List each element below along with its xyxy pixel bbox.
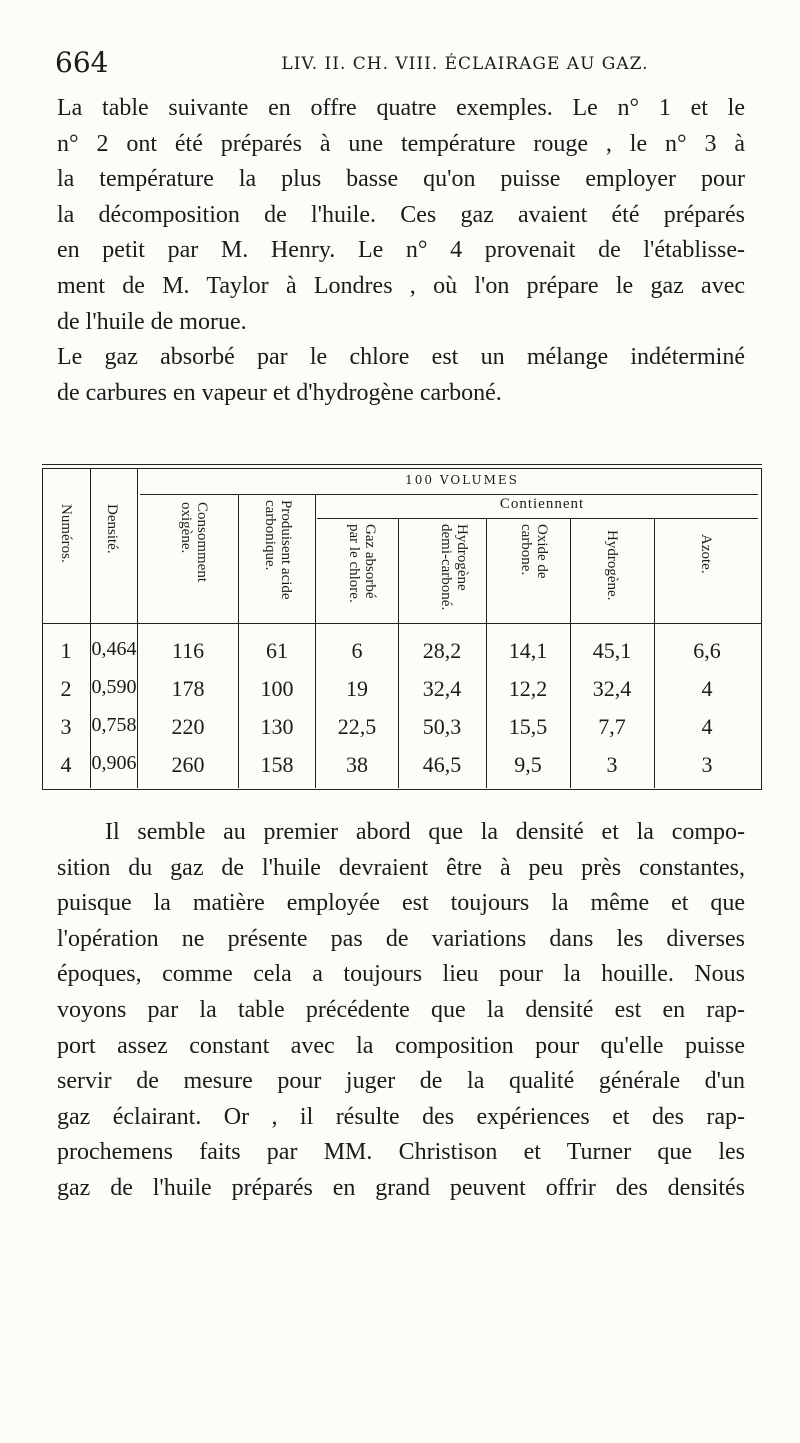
table-cell: 0,906 bbox=[91, 752, 137, 774]
text-line: époques, comme cela a toujours lieu pour la houille. Nous bbox=[57, 961, 745, 988]
column-header-oxide-carbone: Oxide de carbone. bbox=[518, 524, 550, 579]
table-top-rule bbox=[42, 464, 762, 465]
table-cell: 0,464 bbox=[91, 638, 137, 660]
table-cell: 178 bbox=[171, 676, 205, 701]
group-header: 100 VOLUMES bbox=[405, 473, 519, 487]
column-divider bbox=[90, 468, 91, 788]
table-cell: 6,6 bbox=[693, 638, 721, 663]
table-cell: 14,1 bbox=[508, 638, 548, 663]
subgroup-header: Contiennent bbox=[499, 496, 585, 512]
column-header-acide-carbonique: Produisent acide carbonique. bbox=[262, 500, 294, 600]
table-cell: 61 bbox=[266, 638, 288, 663]
column-header-densite: Densité. bbox=[104, 504, 120, 554]
text-line: servir de mesure pour juger de la qualité générale d'un bbox=[57, 1068, 745, 1095]
row-number-cell: 1 bbox=[60, 638, 72, 663]
text-line: n° 2 ont été préparés à une température rouge , le n° 3 à bbox=[57, 130, 745, 157]
text-line: la température la plus basse qu'on puisse employer pour bbox=[57, 166, 745, 193]
column-divider bbox=[570, 518, 571, 788]
column-header-oxigene: Consomment oxigène. bbox=[178, 502, 210, 583]
paragraph-discussion bbox=[57, 815, 745, 1207]
text-line: ment de M. Taylor à Londres , où l'on prépare le gaz avec bbox=[57, 272, 745, 299]
page-number: 664 bbox=[55, 46, 109, 79]
table-cell: 32,4 bbox=[422, 676, 462, 701]
table-cell: 28,2 bbox=[422, 638, 462, 663]
running-head: LIV. II. CH. VIII. ÉCLAIRAGE AU GAZ. bbox=[281, 54, 649, 74]
contents-brace bbox=[317, 518, 758, 519]
table-cell: 3 bbox=[701, 752, 713, 777]
text-line: de carbures en vapeur et d'hydrogène carboné. bbox=[57, 379, 502, 406]
text-line: Le gaz absorbé par le chlore est un mélange indéterminé bbox=[57, 344, 745, 370]
table-cell: 158 bbox=[260, 752, 294, 777]
text-line: l'opération ne présente pas de variations dans les diverses bbox=[57, 925, 745, 952]
table-cell: 4 bbox=[701, 676, 713, 701]
table-cell: 4 bbox=[701, 714, 713, 739]
page-header bbox=[55, 46, 745, 86]
column-header-gaz-absorbe: Gaz absorbé par le chlore. bbox=[346, 524, 378, 603]
table-cell: 7,7 bbox=[598, 714, 626, 739]
table-cell: 50,3 bbox=[422, 714, 462, 739]
table-cell: 12,2 bbox=[508, 676, 548, 701]
column-divider bbox=[486, 518, 487, 788]
column-divider bbox=[137, 468, 138, 788]
column-divider bbox=[654, 518, 655, 788]
table-cell: 32,4 bbox=[592, 676, 632, 701]
table-cell: 6 bbox=[351, 638, 363, 663]
table-cell: 22,5 bbox=[337, 714, 377, 739]
table-cell: 220 bbox=[171, 714, 205, 739]
volumes-brace bbox=[140, 494, 758, 495]
table-cell: 116 bbox=[171, 638, 205, 663]
row-number-cell: 4 bbox=[60, 752, 72, 777]
table-cell: 19 bbox=[346, 676, 368, 701]
text-line: puisque la matière employée est toujours la même et que bbox=[57, 890, 745, 917]
column-divider bbox=[398, 518, 399, 788]
text-line: prochemens faits par MM. Christison et Turner que les bbox=[57, 1139, 745, 1166]
table-cell: 0,758 bbox=[91, 714, 137, 736]
composition-table bbox=[42, 468, 764, 792]
text-line: Il semble au premier abord que la densité et la compo- bbox=[105, 819, 745, 845]
table-cell: 100 bbox=[260, 676, 294, 701]
table-cell: 260 bbox=[171, 752, 205, 777]
text-line: la décomposition de l'huile. Ces gaz avaient été préparés bbox=[57, 201, 745, 228]
table-cell: 130 bbox=[260, 714, 294, 739]
column-header-azote: Azote. bbox=[698, 534, 714, 574]
text-line: sition du gaz de l'huile devraient être à peu près constantes, bbox=[57, 854, 745, 881]
table-cell: 38 bbox=[346, 752, 368, 777]
text-line: gaz éclairant. Or , il résulte des expériences et des rap- bbox=[57, 1103, 745, 1130]
row-number-cell: 2 bbox=[60, 676, 72, 701]
text-line: port assez constant avec la composition pour qu'elle puisse bbox=[57, 1032, 745, 1059]
paragraph-chlore bbox=[57, 340, 745, 411]
text-line: en petit par M. Henry. Le n° 4 provenait de l'établisse- bbox=[57, 237, 745, 264]
column-header-numeros: Numéros. bbox=[58, 504, 74, 563]
paragraph-intro bbox=[57, 91, 745, 340]
text-line: La table suivante en offre quatre exemples. Le n° 1 et le bbox=[57, 95, 745, 121]
table-cell: 46,5 bbox=[422, 752, 462, 777]
column-header-hydrogene-demi-carbone: Hydrogène demi-carboné. bbox=[438, 524, 470, 611]
column-header-hydrogene: Hydrogène. bbox=[604, 530, 620, 601]
text-line: de l'huile de morue. bbox=[57, 308, 247, 335]
text-line: voyons par la table précédente que la densité est en rap- bbox=[57, 996, 745, 1023]
table-cell: 0,590 bbox=[91, 676, 137, 698]
table-cell: 9,5 bbox=[514, 752, 542, 777]
text-line: gaz de l'huile préparés en grand peuvent offrir des densités bbox=[57, 1174, 745, 1201]
table-cell: 15,5 bbox=[508, 714, 548, 739]
table-cell: 3 bbox=[606, 752, 618, 777]
table-cell: 45,1 bbox=[592, 638, 632, 663]
row-number-cell: 3 bbox=[60, 714, 72, 739]
